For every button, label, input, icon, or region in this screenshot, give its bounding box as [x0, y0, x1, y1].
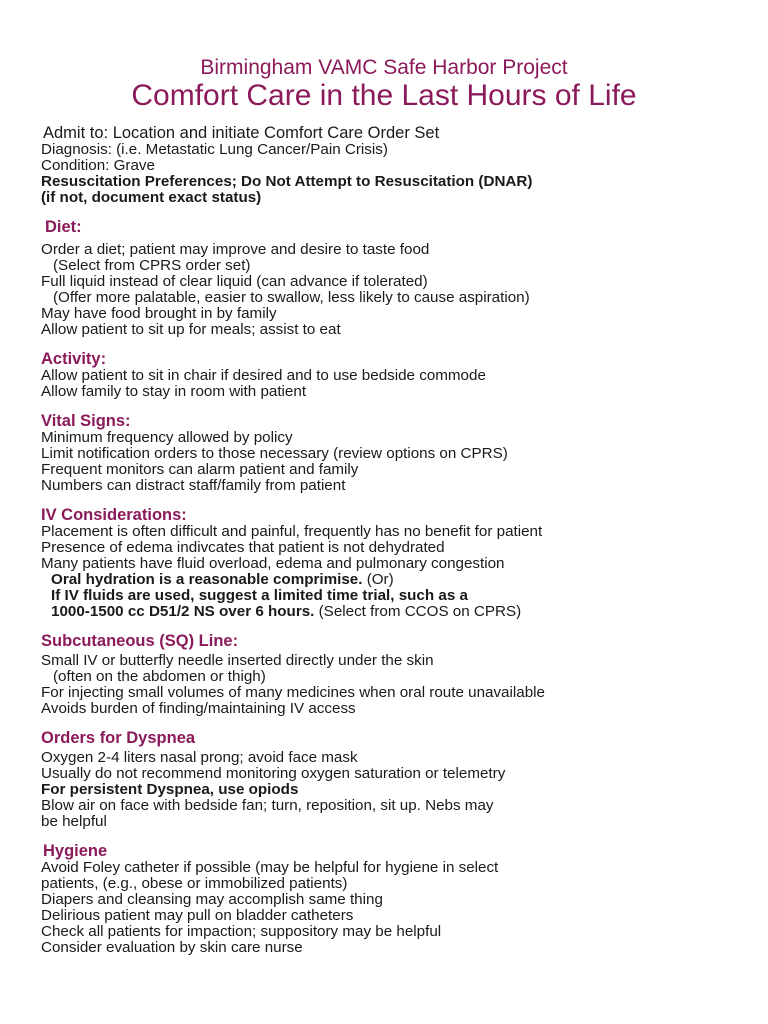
- sq-line: (often on the abdomen or thigh): [53, 668, 266, 685]
- iv-text: (Select from CCOS on CPRS): [314, 603, 522, 620]
- vital-signs-line: Minimum frequency allowed by policy: [41, 429, 293, 446]
- iv-text: (Or): [362, 571, 394, 588]
- dyspnea-heading: Orders for Dyspnea: [41, 729, 196, 747]
- hygiene-line: Consider evaluation by skin care nurse: [41, 939, 303, 956]
- iv-line: Placement is often difficult and painful, frequently has no benefit for patient: [41, 523, 543, 540]
- iv-heading: IV Considerations:: [41, 506, 187, 524]
- activity-line: Allow family to stay in room with patient: [41, 383, 307, 400]
- iv-line: [41, 572, 741, 588]
- admit-line: Admit to: Location and initiate Comfort Care Order Set: [43, 124, 440, 142]
- hygiene-heading: Hygiene: [43, 842, 108, 860]
- dyspnea-line: Usually do not recommend monitoring oxygen saturation or telemetry: [41, 765, 506, 782]
- hygiene-line: Diapers and cleansing may accomplish same thing: [41, 891, 383, 908]
- sq-line: Avoids burden of finding/maintaining IV access: [41, 700, 356, 717]
- iv-line: Presence of edema indivcates that patient is not dehydrated: [41, 539, 445, 556]
- iv-line: If IV fluids are used, suggest a limited time trial, such as a: [51, 587, 468, 604]
- resuscitation-line: Resuscitation Preferences; Do Not Attempt to Resuscitation (DNAR): [41, 173, 533, 190]
- activity-heading: Activity:: [41, 350, 107, 368]
- iv-bold-text: 1000-1500 cc D51/2 NS over 6 hours.: [51, 603, 315, 620]
- dyspnea-line: Oxygen 2-4 liters nasal prong; avoid face mask: [41, 749, 358, 766]
- dyspnea-line: Blow air on face with bedside fan; turn, reposition, sit up. Nebs may: [41, 797, 494, 814]
- diet-line: Order a diet; patient may improve and desire to taste food: [41, 241, 430, 258]
- vital-signs-line: Numbers can distract staff/family from patient: [41, 477, 346, 494]
- vital-signs-line: Limit notification orders to those necessary (review options on CPRS): [41, 445, 508, 462]
- hygiene-line: Delirious patient may pull on bladder catheters: [41, 907, 354, 924]
- sq-line: Small IV or butterfly needle inserted directly under the skin: [41, 652, 434, 669]
- iv-line: [41, 604, 741, 620]
- page-title: Comfort Care in the Last Hours of Life: [131, 79, 637, 112]
- hygiene-line: patients, (e.g., obese or immobilized patients): [41, 875, 348, 892]
- dyspnea-line: be helpful: [41, 813, 107, 830]
- activity-line: Allow patient to sit in chair if desired and to use bedside commode: [41, 367, 486, 384]
- project-subtitle: Birmingham VAMC Safe Harbor Project: [200, 56, 568, 79]
- diet-heading: Diet:: [45, 218, 82, 236]
- diet-line: May have food brought in by family: [41, 305, 277, 322]
- sq-line: For injecting small volumes of many medicines when oral route unavailable: [41, 684, 545, 701]
- iv-line: Many patients have fluid overload, edema and pulmonary congestion: [41, 555, 505, 572]
- dyspnea-line: For persistent Dyspnea, use opiods: [41, 781, 299, 798]
- diet-line: (Offer more palatable, easier to swallow, less likely to cause aspiration): [53, 289, 530, 306]
- resuscitation-note: (if not, document exact status): [41, 189, 262, 206]
- hygiene-line: Check all patients for impaction; suppository may be helpful: [41, 923, 442, 940]
- vital-signs-line: Frequent monitors can alarm patient and family: [41, 461, 359, 478]
- diagnosis-line: Diagnosis: (i.e. Metastatic Lung Cancer/Pain Crisis): [41, 141, 388, 158]
- diet-line: Allow patient to sit up for meals; assist to eat: [41, 321, 341, 338]
- iv-bold-text: Oral hydration is a reasonable comprimise.: [51, 571, 363, 588]
- document-body: [41, 124, 741, 956]
- condition-line: Condition: Grave: [41, 157, 155, 174]
- vital-signs-heading: Vital Signs:: [41, 412, 131, 430]
- diet-line: Full liquid instead of clear liquid (can advance if tolerated): [41, 273, 428, 290]
- hygiene-line: Avoid Foley catheter if possible (may be helpful for hygiene in select: [41, 859, 499, 876]
- diet-line: (Select from CPRS order set): [53, 257, 251, 274]
- sq-line-heading: Subcutaneous (SQ) Line:: [41, 632, 239, 650]
